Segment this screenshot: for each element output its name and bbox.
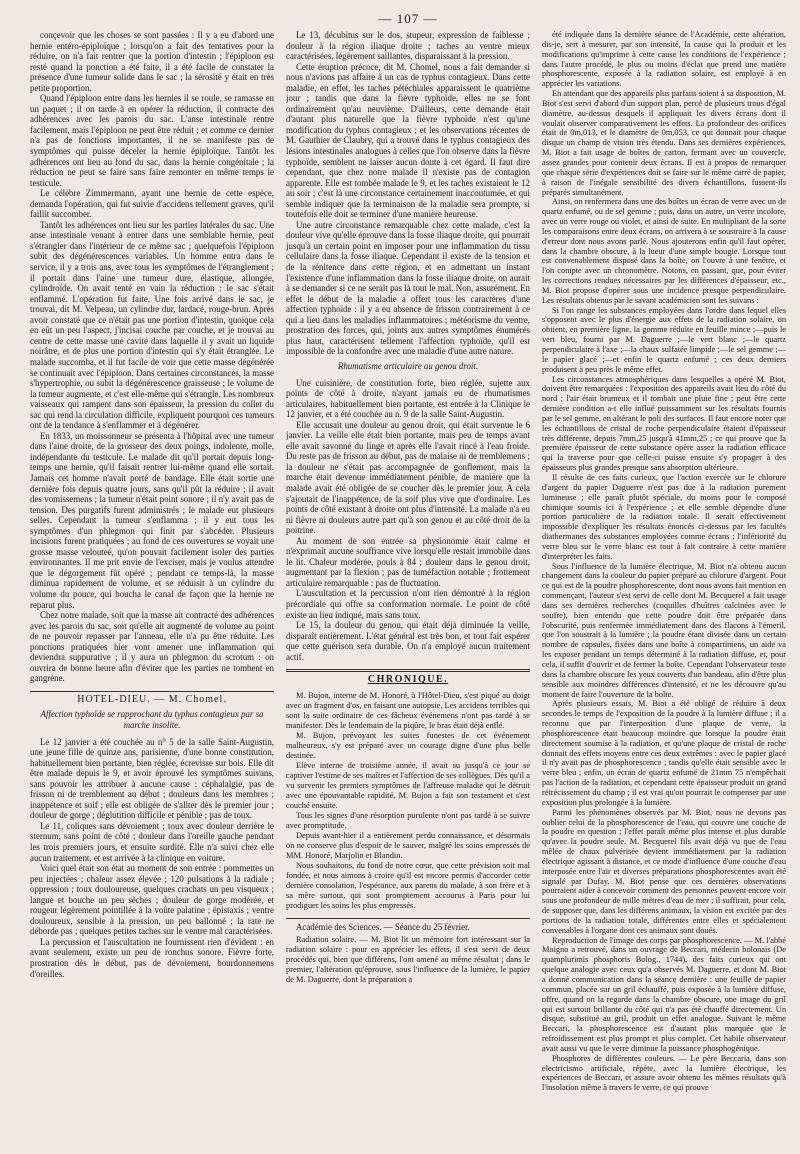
paragraph: été indiquée dans la dernière séance de l'Académie, cette altération, dis-je, sert à mesurer, par son intensité, la cause qui la produit et les modifications qu'imprime à cette cause les conditions de l'expérience ; dans l'autre procédé, le plus ou moins d'éclat que prend une matière phosphorescente, exposée à la radiation solaire, est employé à en apprécier les variations. [542, 30, 786, 89]
paragraph: Les circonstances atmosphériques dans lesquelles a opéré M. Biot, doivent être remarquées : l'exposition des appareils avait lieu du côté du nord ; l'air était brumeux et il tombait une pluie fine ; peut être cette dernière condition a-t elle influé puissamment sur les résultats fournis par le sel gemme, en altérant le poli des surfaces. Il faut encore noter que les échantillons de cristal de roche perpendiculaire étaient d'épaisseur très différente, depuis 7mm,25 jusqu'à 41mm,25 ; ce qui prouve que la première épaisseur de cette substance opère assez la radiation efficace qui la traverse pour que celle-ci puisse ensuite s'y propager à des épaisseurs plus grandes presque sans absorption ultérieure. [542, 374, 786, 473]
article-subtitle: Rhumatisme articulaire au genou droit. [337, 360, 479, 371]
paragraph: Elève interne de troisième année, il avait su jusqu'à ce jour se captiver l'estime de ses maîtres et l'affection de ses collègues. Dès qu'il a vu survenir les premiers symptômes de l'affreuse maladie qui le détruit avec une épouvantable rapidité, M. Bujon a fait son testament et s'est couché ensuite. [286, 760, 530, 810]
col1-article-body [30, 737, 274, 980]
paragraph: Radiation solaire. — M. Biot lit un mémoire fort intéressant sur la radiation solaire : pour en apprécier les effets, il s'est servi de deux procédés qui, bien que différens, l'ont amené au même résultat ; dans le premier, l'altération qu'éprouve, sous l'influence de la lumière, le papier de M. Daguerre, dont la préparation a [286, 935, 530, 985]
academie-heading: Académie des Sciences. — Séance du 25 février. [296, 921, 470, 932]
article-title: Affection typhoïde se rapprochant du typhus contagieux par sa marche insolite. [40, 709, 264, 730]
paragraph: Le 15, la douleur du genou, qui était déjà diminuée la veille, disparaît entièrement. L'état général est très bon, et tout fait espérer que cette guérison sera durable. On n'a employé aucun traitement actif. [286, 620, 530, 662]
paragraph: Tantôt les adhérences ont lieu sur les parties latérales du sac. Une anse intestinale venant à entrer dans une semblable hernie, peut s'étrangler dans l'intérieur de ce même sac ; quelquefois l'épiploon subit des dégénérescences variables. Un homme entra dans le service, il y a trois ans, avec tous les symptômes de l'étranglement ; il portait dans l'aine une tumeur dure, élastique, allongée, cylindroïde. On avait tenté en vain la réduction : le sac s'était enflammé. L'opération fut faite. Une fois arrivé dans le sac, je trouvai, dit M. Velpeau, un cylindre dur, lardacé, rouge-brun. Après avoir constaté que ce n'était pas une portion d'intestin, quoique cela en eût un peu l'aspect, j'incisai couche par couche, et je trouvai au centre de cette masse une cavité dans laquelle il y avait un liquide noirâtre, et de plus une portion d'intestin qui s'y était étranglée. Le malade succomba, et il fut facile de voir que cette masse dégénérée se continuait avec l'épiploon. Dans certaines circonstances, la masse s'hypertrophie, ou subit la dégénérescence graisseuse ; le volume de la tumeur augmente, et c'est elle-même qui s'étrangle. Les nombreux vaisseaux qui rampent dans son épaisseur, la pression du collet du sac qui rend la circulation difficile, expliquent pourquoi ces tumeurs ont de la tendance à s'enflammer et à dégénérer. [30, 219, 274, 431]
paragraph: Cette éruption précoce, dit M. Chomel, nous a fait demander si nous n'avions pas affaire à un cas de typhus contagieux. Dans cette maladie, en effet, les taches pétéchiales apparaissent le quatrième jour ; tandis que dans la fièvre typhoïde, elles ne se font ordinairement qu'au neuvième. D'ailleurs, cette demande était d'autant plus naturelle que la fièvre typhoïde n'est qu'une modification du typhus contagieux ; et les observations récentes de M. Gauthier de Claubry, qui a trouvé dans le typhus contagieux des lésions intestinales analogues à celles que l'on observe dans la fièvre typhoïde, semblent ne laisser aucun doute à cet égard. Il faut dire cependant, que chez notre malade il n'existe pas de contagion apparente. Elle est tombée malade le 9, et les taches existaient le 12 au soir ; c'est là une circonstance certainement inaccoutumée, et qui semble indiquer que la terminaison de la maladie sera prompte, si toutefois elle doit se terminer d'une manière heureuse. [286, 61, 530, 220]
paragraph: Voici quel était son état au moment de son entrée : pommettes un peu injectées ; chaleur assez élevée ; 120 pulsations à la radiale ; oppression ; toux douloureuse, quelques crachats un peu visqueux ; langue et bouche un peu sèches ; douleur de gorge modérée, et rougeur légèrement pointillée à la voûte palatine ; épistaxis ; ventre douloureux, sensible à la pression, un peu ballonné ; la rate ne déborde pas ; quelques petites taches sur le ventre mal caractérisées. [30, 863, 274, 937]
section-title: HOTEL-DIEU. — M. Chomel. [77, 693, 227, 705]
paragraph: Au moment de son entrée sa physionomie était calme et n'exprimait aucune souffrance vive lorsqu'elle restait immobile dans le lit. Chaleur modérée, pouls à 84 ; douleur dans le genou droit, augmentant par la flexion ; pas de tuméfaction notable ; frottement articulaire remarquable : pas de fluctuation. [286, 535, 530, 588]
paragraph: Le 11, coliques sans dévoiement ; toux avec douleur derrière le sternum, sans point de côté ; douleur dans l'oreille gauche pendant les trois premiers jours, et ensuite surdité. Elle n'a suivi chez elle aucun traitement, et est arrivée à la clinique en voiture. [30, 820, 274, 863]
paragraph: Après plusieurs essais, M. Biot a été obligé de réduire à deux secondes le temps de l'exposition de la poudre à la lumière diffuse ; il a reconnu que par l'interposition d'une plaque de verre, la phosphorescence était beaucoup moindre que lorsque la poudre était directement soumise à la radiation, et qu'une plaque de cristal de roche donnait des effets moyens entre ces deux extrêmes : avec le papier glacé il n'y avait pas de phosphorescence ; tandis qu'elle était sensible avec le verre bleu ; enfin, un écran de quartz enfumé de 21mm 75 n'empêchait pas l'action de la radiation, et cependant cette épaisseur produit un grand rétrécissement du champ ; il est vrai qu'on pourrait le compenser par une exposition plus prolongée à la lumière. [542, 699, 786, 807]
paragraph: En attendant que des appareils plus parfaits soient à sa disposition, M. Biot s'est servi d'abord d'un support plan, percé de plusieurs trous d'égal diamètre, au-dessus desquels il appliquait les divers écrans dont il voulait observer comparativement les effets. La profondeur des orifices était de 0m,013, et le diamètre de 0m,053, ce qui donnait pour chaque disque un champ de vision très étendu. Dans ses dernières expériences, M. Biot a fait usage de boîtes de carton, fermant avec un couvercle, assez grandes pour contenir deux écrans. Il est à propos de remarquer que chaque série d'expériences doit se faire sur le même carré de papier, à raison de l'inégale sensibilité des divers échantillons, fussent-ils préparés simultanément. [542, 89, 786, 197]
paragraph: Nous souhaitons, du fond de notre cœur, que cette prévision soit mal fondée, et nous aimons à croire qu'il est encore permis d'accorder cette dernière consolation, l'espérance, aux parens du malade, à son frère et à sa mère surtout, qui sont promptement accourus à Paris pour lui prodiguer les soins les plus empressés. [286, 860, 530, 910]
paragraph: Chez notre malade, soit que la masse ait contracté des adhérences avec les parois du sac, soit qu'elle ait augmenté de volume au point de ne pouvoir repasser par l'anneau, elle n'a pu être réduite. Les ponctions pratiquées hier vont amener une inflammation qui deviendra suppurative ; il y aura un phlegmon du scrotum : on ouvrira de bonne heure afin d'éviter que les parties ne tombent en gangrène. [30, 610, 274, 684]
paragraph: Tous les signes d'une résorption purulente n'ont pas tardé à se suivre avec promptitude. [286, 810, 530, 830]
chronique-body [286, 691, 530, 911]
paragraph: Sous l'influence de la lumière électrique, M. Biot n'a obtenu aucun changement dans la couleur du papier préparé au chlorure d'argent. Pour ce qui est de la poudre phosphorescente, dont nous avons fait mention en commençant, l'auteur s'est servi de celle dont M. Becquerel a fait usage dans ses dernières recherches (coquilles d'huîtres calcinées avec le soufre), bien entendu que cette poudre doit être préparée dans l'obscurité, puis renfermée immédiatement dans des flacons à l'émeril, que l'on soustrait à la lumière ; la poudre étant divisée dans un certain nombre de capsules, fixées dans une boîte à compartimens, un aide va les exposer pendant un temps déterminé à la radiation diffuse, et, pour cela, il suffit d'ouvrir et de fermer la boîte. Cependant l'observateur reste dans la chambre obscure les yeux couverts d'un bandeau, afin d'être plus sensible aux moindres différences d'intensité, et ne les découvre qu'au moment de faire l'ouverture de la boîte. [542, 561, 786, 699]
column-3 [542, 30, 786, 1148]
paragraph: Le célèbre Zimmermann, ayant une hernie de cette espèce, demanda l'opération, qui fut suivie d'accidens tellement graves, qu'il faillit succomber. [30, 188, 274, 220]
column-1 [30, 30, 274, 1148]
page-number: — 107 — [378, 11, 438, 26]
paragraph: Le 13, décubitus sur le dos, stupeur, expression de faiblesse ; douleur à la région iliaque droite ; taches au ventre mieux caractérisées, légèrement saillantes, disparaissant à la pression. [286, 30, 530, 62]
chronique-heading: CHRONIQUE. [367, 674, 449, 686]
paragraph: Si l'on range les substances employées dans l'ordre dans lequel elles s'opposent avec le plus d'énergie aux effets de la radiation solaire, on obtient, en première ligne, la gomme réduite en feuille mince ;—puis le vert bleu, fourni par M. Daguerre ;—le vert blanc ;—le quartz perpendiculaire à l'axe ;—la chaux sulfatée limpide ;—le sel gemme ;—le papier glacé ;—et enfin le quartz enfumé ; ces deux derniers produisent à peu près le même effet. [542, 305, 786, 374]
col1-body [30, 30, 274, 684]
chronique-rule [286, 669, 530, 672]
paragraph: M. Bujon, interne de M. Honoré, à l'Hôtel-Dieu, s'est piqué au doigt avec un fragment d'os, en faisant une autopsie. Les accidens terribles qui sont la suite ordinaire de ces fâcheux événemens n'ont pas tardé à se manifester. Dès le lendemain de la piqûre, le bras était déjà enflé. [286, 690, 530, 730]
paragraph: Phosphores de différentes couleurs. — Le père Beccaria, dans son electricismo artificiale, répète, avec la lumière électrique, les expériences de Beccari, et assure avoir obtenu les mêmes résultats qu'à l'insolation même à travers le verre, ce qui prouve [542, 1053, 786, 1093]
paragraph: Elle accusait une douleur au genou droit, qui était survenue le 6 janvier. La veille elle était bien portante, mais peu de temps avant elle avait savonné du linge et après elle l'avait rincé à l'eau froide. Du reste pas de frisson au début, pas de malaise ni de tremblemens ; la douleur ne s'était pas accompagnée de gonflement, mais la marche était devenue immédiatement pénible, de manière que la malade avait été obligée de se coucher dès le premier jour. A cela s'ajoutait de l'inappétence, de la soif plus vive que d'ordinaire. Les points de côté existant à droite ont plus d'intensité. La malade n'a eu ni fièvre ni douleurs autre part qu'à son genou et au côté droit de la poitrine. [286, 419, 530, 536]
paragraph: Depuis avant-hier il a entièrement perdu connaissance, et désormais on ne conserve plus d'espoir de le sauver, malgré les soins empressés de MM. Honoré, Marjolin et Blandin. [286, 830, 530, 860]
paragraph: La percussion et l'auscultation ne fournissent rien d'évident : en avant seulement, existe un peu de ronchus sonore. Fièvre forte, prostration dès le début, pas de dévoiement, bourdonnemens d'oreilles. [30, 936, 274, 979]
section-rule [30, 691, 274, 692]
paragraph: conçevoir que les choses se sont passées : Il y a eu d'abord une hernie entéro-épiploïque ; lorsqu'on a fait des tentatives pour la réduire, on n'a fait rentrer que la portion d'intestin ; l'épiploon est resté quand la ponction a été faite, il a été facile de constater la présence d'une tumeur solide dans le sac ; la sérosité y était en très petite proportion. [30, 30, 274, 93]
paragraph: Parmi les phénomènes observés par M. Biot, nous ne devons pas oublier celui de la phosphorescence de l'eau, qui couvre une couche de la poudre en question ; l'effet paraît même plus intense et plus durable qu'avec la poudre seule. M. Becquerel fils avait déjà vu que de l'eau mêlée de chaux pulvérisée devient immédiatement par la radiation électrique agissant à distance, et ce mode d'influence d'une couche d'eau interposée entre l'air et diverses préparations phosphorescentes avait été signalé par Dufay. M. Biot pense que ces dernières observations pourraient aider à concevoir comment des personnes peuvent encore voir sous une profondeur de mille mètres d'eau de mer ; il suffirait, pour cela, de supposer que, dans les différens animaux, la vision est excitée par des portions de la radiation totale, différentes entre elles et spécialement convenables à l'organe dont ces animaux sont doués. [542, 807, 786, 935]
paragraph: Une cuisinière, de constitution forte, bien réglée, sujette aux points de côté à droite, n'ayant jamais eu de rhumatismes articulaires, habituellement bien portante, est entrée à la Clinique le 12 janvier, et a été couchée au n. 9 de la salle Saint-Augustin. [286, 377, 530, 420]
paragraph: En 1833, un moissonneur se présenta à l'hôpital avec une tumeur dans l'aine droite, de la grosseur des deux poings, indolente, molle, indépendante du testicule. Le malade dit qu'il portait depuis long-temps une hernie, qu'il faisait rentrer lui-même quand elle sortait. Jamais cet homme n'avait porté de bandage. Elle était sortie une dernière fois depuis quatre jours, sans qu'il pût la réduire ; il avait des vomissemens ; la tumeur n'était point sonore ; il n'y avait pas de tension. Des purgatifs furent administrés ; le malade eut plusieurs selles. Cependant la tumeur s'enflamma ; il y eut tous les symptômes d'un phlegmon qui finit par s'abcéder. Plusieurs incisions furent pratiquées ; au fond de ces ouvertures se voyait une grosse masse velouteé, qu'on pouvait facilement isoler des parties environnantes. Il me prit envie de l'exciser, mais je voulus attendre que le dégorgement fût opéré ; pendant ce temps-là, la masse diminua rapidement de volume, et se réduisit à un cylindre du volume du pouce, qui boucha le canal de façon que la hernie ne reparut plus. [30, 430, 274, 610]
paragraph: Une autre circonstance remarquable chez cette malade, c'est la douleur vive qu'elle éprouve dans la fosse iliaque droite, qui pourrait jusqu'à un certain point en imposer pour une inflammation du tissu cellulaire dans la fosse iliaque. Cependant il existe de la tension et de la rénitence dans cette région, et en admettant un instant l'existence d'une inflammation dans la fosse iliaque droite, on aurait à se demander si ce ne serait pas là tout le mal. Non, assurément. En effet le début de la maladie a offert tous les caractères d'une affection typhoïde : il y a eu absence de frisson contrairement à ce qui a lieu dans les maladies inflammatoires ; météorisme du ventre, prostration des forces, qui, joints aux autres symptômes énumérés plus haut, caractérisent tellement l'affection typhoïde, qu'il est impossible de la confondre avec une maladie d'une autre nature. [286, 219, 530, 357]
academie-rule [286, 918, 530, 919]
academie-body [286, 935, 530, 985]
column-2 [286, 30, 530, 1148]
paragraph: L'auscultation et la percussion n'ont rien démontré à la région précordiale qui offre sa conformation normale. Le point de côté existe au lieu indiqué, mais sans toux. [286, 588, 530, 620]
paragraph: Il résulte de ces faits curieux, que l'action exercée sur le chlorure d'argent du papier Daguerre n'est pas due à la radiation purement lumineuse ; elle paraît plutôt spéciale, du moins pour le composé chimique soumis ici à l'expérience ; et elle semble dépendre d'une portion particulière de la radiation totale. Il serait effectivement impossible d'expliquer les résultats énoncés ci-dessus par les facultés diathermanes des substances employées comme écrans : l'infériorité du verre bleu sur le verre blanc est tout à fait contraire à cette manière d'interpréter les faits. [542, 472, 786, 561]
paragraph: Reproduction de l'image des corps par phosphorescence. — M. l'abbé Moigno a retrouvé, dans un ouvrage de Beccari, médecin bolonais (De quamplurimis phosphoris Bolog., 1744), des faits curieux qui ont quelque analogie avec ceux qu'a observés M. Daguerre, et dont M. Biot a donné communication dans la séance dernière : une feuille de papier commun, placée sur un gril échauffé, puis exposée à la lumière diffuse, offre, quand on la regarde dans la chambre obscure, une image du gril qui est surtout brillante du côté qui n'a pas été chauffé directement. Un disque, substitué au gril, produit un effet analogue. Suivant le même Beccari, la phosphorescence est d'autant plus marquée que le refroidissement est plus prompt et plus complet. Cet habile observateur avait aussi vu que le verre diminue la puissance phosphogénique. [542, 935, 786, 1053]
paragraph: Ainsi, on renfermera dans une des boîtes un écran de verre avec un de quartz enfumé, ou de sel gemme ; puis, dans un autre, un verre incolore, avec un verre rouge ou violet, et ainsi de suite. En multipliant de la sorte les comparaisons entre deux écrans, on arrivera à se soustraire à la cause d'erreur dont nous avons parlé. Nous ajouterons enfin qu'il faut opérer, dans la chambre obscure, à la lueur d'une simple bougie. Lorsque tout est convenablement disposé dans la boîte, on l'ouvre à une fenêtre, et l'on compte avec un chronomètre. Notons, en passant, que, pour éviter les corrections rendues nécessaires par les différences d'épaisseur, etc., M. Biot propose d'opérer sous une incidence presque perpendiculaire. Les résultats obtenus par le savant académicien sont les suivans : [542, 197, 786, 305]
paragraph: Quand l'épiploon entre dans les hernies il se roule, se ramasse en un paquet ; il on tarde à en opérer la réduction, il contracte des adhérences avec les parois du sac. L'anse intestinale rentre facilement, mais l'épiploon ne peut être réduit ; et comme ce dernier n'a pas de fonctions importantes, il ne se manifeste pas de symptômes qui puisse déceler la hernie épiploïque. Tantôt les adhérences ont lieu au fond du sac, dans la hernie congénitale ; la réduction ne peut se faire sans faire remonter en même temps le testicule. [30, 93, 274, 188]
columns [30, 30, 786, 1148]
paragraph: M. Bujon, prévoyant les suites funestes de cet événement malheureux, s'y est préparé avec un courage digne d'une plus belle destinée. [286, 730, 530, 760]
paragraph: Le 12 janvier a été couchée au n° 5 de la salle Saint-Augustin, une jeune fille de quinze ans, parisienne, d'une bonne constitution, habituellement bien portante, bien réglée, écrevisse sur bois. Elle dit être malade depuis le 9, et avoir éprouvé les symptômes suivans, sans pouvoir les attribuer à aucune cause : céphalalgie, pas de frisson ni de tremblement au début ; douleurs dans les membres ; inappétence et soif ; elle est obligée de s'aliter dès le premier jour ; douleur de gorge ; déglutition difficile et pénible ; pas de toux. [30, 736, 274, 821]
